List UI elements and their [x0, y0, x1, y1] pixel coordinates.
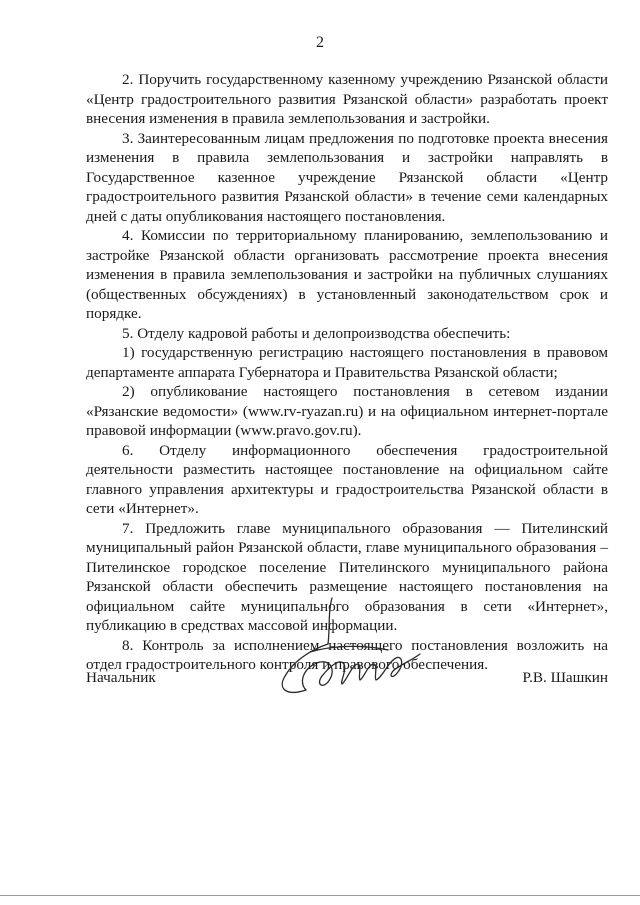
- paragraph-item-5-2: 2) опубликование настоящего постановления в сетевом издании «Рязанские ведомости» (www.rv-ryazan.ru) и на официальном интернет-портале правовой информации (www.pravo.gov.ru).: [86, 383, 608, 439]
- paragraph-item-7: 7. Предложить главе муниципального образования — Пителинский муниципальный район Рязанской области, главе муниципального образования – Пителинское городское поселение Пителинского муниципального района Рязанской области обеспечить размещение настоящего постановления на официальном сайте муниципального образования в сети «Интернет», публикацию в средствах массовой информации.: [86, 519, 608, 634]
- paragraph-item-4: 4. Комиссии по территориальному планированию, землепользованию и застройке Рязанской области организовать рассмотрение проекта внесения изменения в правила землепользования и застройки на публичных слушаниях (общественных обсуждениях) в установленный законодательством срок и порядке.: [86, 227, 608, 322]
- paragraph-item-3: 3. Заинтересованным лицам предложения по подготовке проекта внесения изменения в правила землепользования и застройки направлять в Государственное казенное учреждение Рязанской области «Центр градостроительного развития Рязанской области» в течение семи календарных дней с даты опубликования настоящего постановления.: [86, 129, 608, 225]
- page-bottom-rule: [0, 895, 640, 896]
- paragraph-item-6: 6. Отделу информационного обеспечения градостроительной деятельности разместить настоящее постановление на официальном сайте главного управления архитектуры и градостроительства Рязанской области в сети «Интернет».: [86, 441, 608, 517]
- paragraph-item-2: 2. Поручить государственному казенному учреждению Рязанской области «Центр градостроительного развития Рязанской области» разработать проект внесения изменения в правила землепользования и застройки.: [86, 71, 608, 127]
- document-body: [86, 70, 608, 675]
- signatory-name: Р.В. Шашкин: [522, 669, 608, 686]
- paragraph-item-5: 5. Отделу кадровой работы и делопроизводства обеспечить:: [122, 324, 511, 342]
- paragraph-item-8: 8. Контроль за исполнением настоящего постановления возложить на отдел градостроительного контроля и правового обеспечения.: [86, 636, 608, 673]
- page-number: 2: [316, 34, 324, 51]
- signatory-title: Начальник: [86, 669, 156, 686]
- paragraph-item-5-1: 1) государственную регистрацию настоящего постановления в правовом департаменте аппарата Губернатора и Правительства Рязанской области;: [86, 344, 608, 381]
- handwritten-signature: [270, 592, 430, 712]
